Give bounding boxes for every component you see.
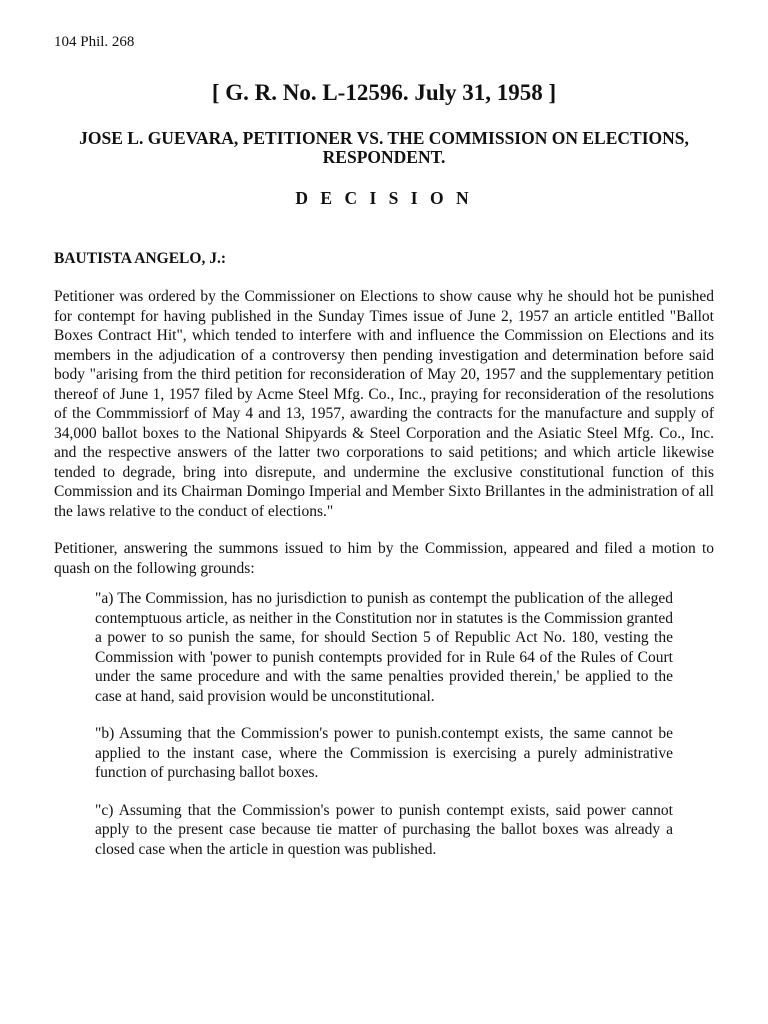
case-parties-title: JOSE L. GUEVARA, PETITIONER VS. THE COMMISSION ON ELECTIONS, RESPONDENT.	[79, 128, 689, 167]
decision-label: D E C I S I O N	[295, 188, 473, 208]
body-paragraph-2: Petitioner, answering the summons issued to him by the Commission, appeared and filed a motion to quash on the following grounds:	[54, 540, 714, 577]
ponente-name: BAUTISTA ANGELO, J.:	[54, 250, 226, 267]
body-paragraph-1: Petitioner was ordered by the Commissioner on Elections to show cause why he should hot be punished for contempt for having published in the Sunday Times issue of June 2, 1957 an article entitled "Ballot Boxes Contract Hit", which tended to interfere with and influence the Commission on Elections and its members in the adjudication of a controversy then pending investigation and determination before said body "arising from the third petition for reconsideration of May 20, 1957 and the supplementary petition thereof of June 1, 1957 filed by Acme Steel Mfg. Co., Inc., praying for reconsideration of the resolutions of the Commmissiorf of May 4 and 13, 1957, awarding the contracts for the manufacture and supply of 34,000 ballot boxes to the National Shipyards & Steel Corporation and the Asiatic Steel Mfg. Co., Inc. and the respective answers of the latter two corporations to said petitions; and which article likewise tended to degrade, bring into disrepute, and undermine the exclusive constitutional function of this Commission and its Chairman Domingo Imperial and Member Sixto Brillantes in the administration of all the laws relative to the conduct of elections."	[54, 288, 714, 520]
gr-number-heading: [ G. R. No. L-12596. July 31, 1958 ]	[211, 80, 557, 105]
quoted-ground-b: "b) Assuming that the Commission's power to punish.contempt exists, the same cannot be applied to the instant case, where the Commission is exercising a purely administrative function of purchasing ballot boxes.	[95, 725, 673, 781]
quoted-ground-c: "c) Assuming that the Commission's power to punish contempt exists, said power cannot apply to the present case because tie matter of purchasing the ballot boxes was already a closed case when the article in question was published.	[95, 801, 673, 858]
quoted-ground-a: "a) The Commission, has no jurisdiction to punish as contempt the publication of the alleged contemptuous article, as neither in the Constitution nor in statutes is the Commission granted a power to so punish the same, for should Section 5 of Republic Act No. 180, vesting the Commission with 'power to punish contempts provided for in Rule 64 of the Rules of Court under the same procedure and with the same penalties provided therein,' be applied to the case at hand, said provision would be unconstitutional.	[95, 590, 673, 705]
case-citation: 104 Phil. 268	[54, 34, 135, 50]
